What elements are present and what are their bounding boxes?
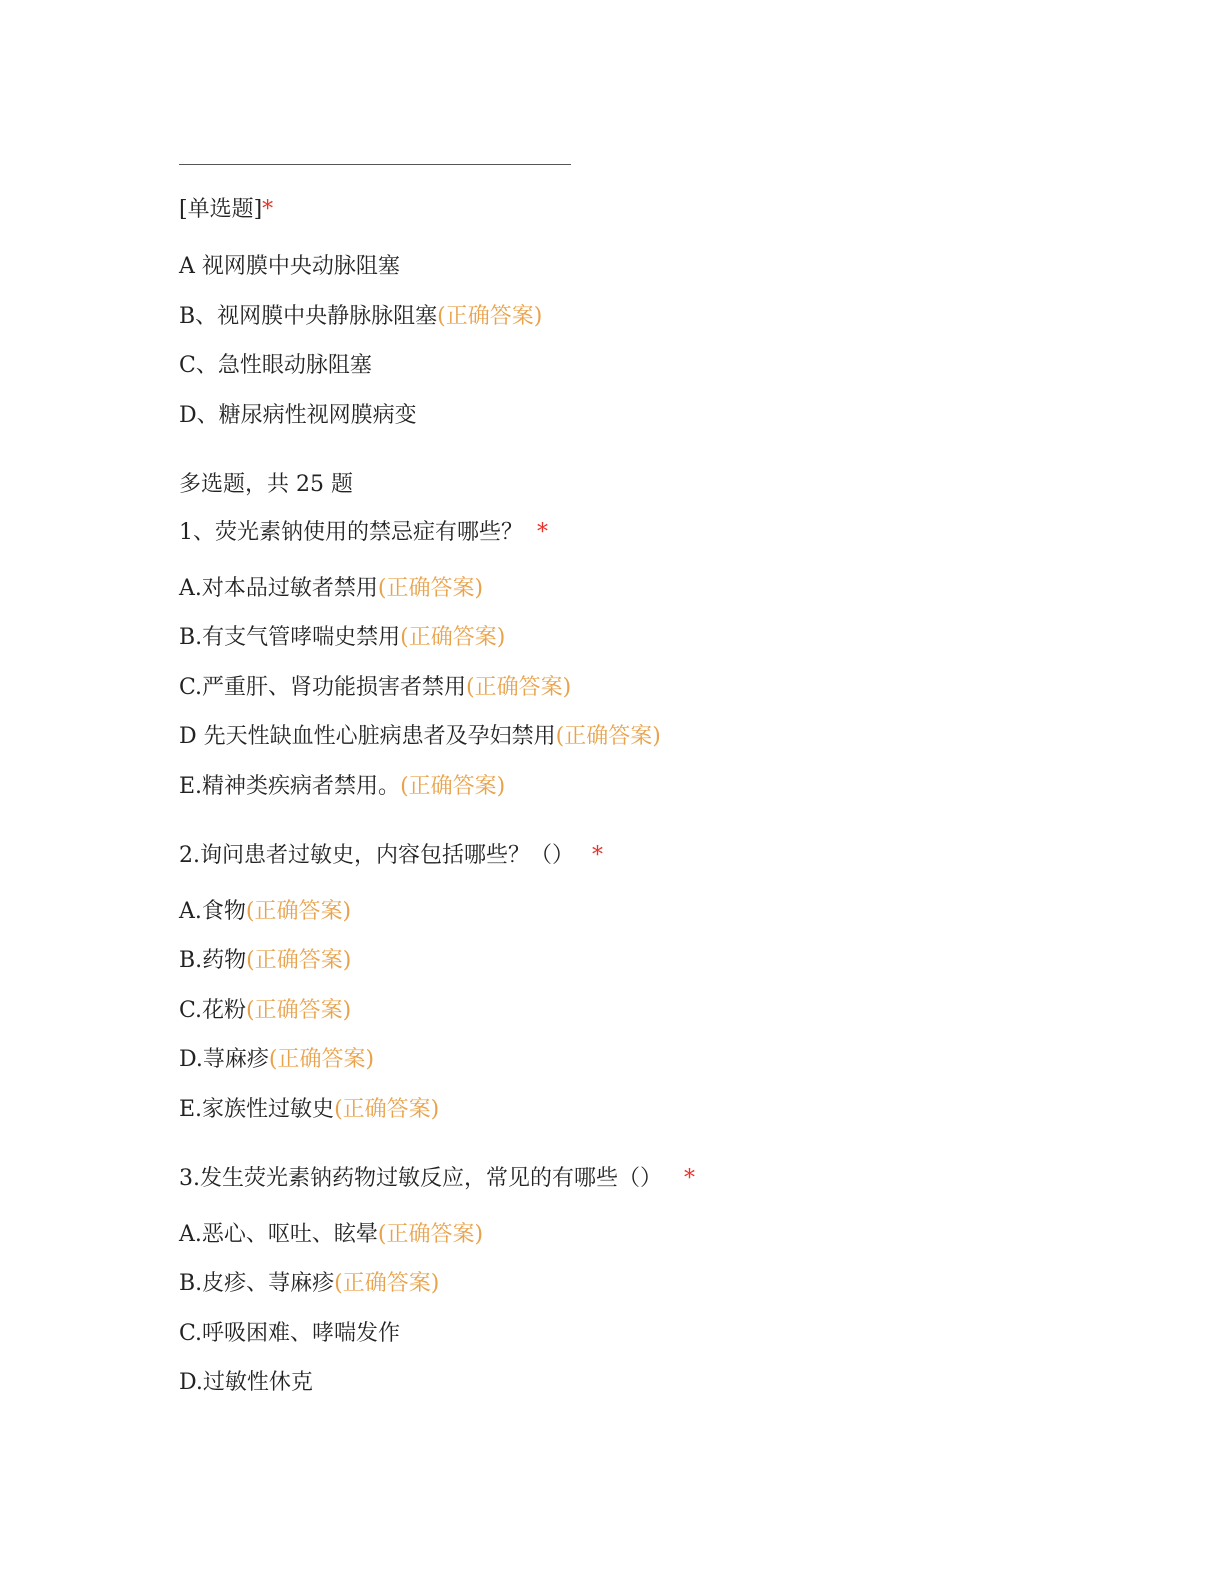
option-text: B.药物 — [179, 948, 247, 973]
option-text: A.恶心、呕吐、眩晕 — [179, 1222, 378, 1247]
option-text: B.有支气管哮喘史禁用 — [179, 625, 401, 650]
option-row — [179, 722, 661, 752]
option-text: C.严重肝、肾功能损害者禁用 — [179, 675, 467, 700]
question-title: 3.发生荧光素钠药物过敏反应，常见的有哪些（） — [179, 1166, 662, 1191]
correct-answer-label: (正确答案) — [245, 899, 352, 924]
option-row — [179, 623, 505, 653]
correct-answer-label: (正确答案) — [437, 304, 543, 329]
correct-answer-label: (正确答案) — [246, 948, 352, 973]
option-text: D.荨麻疹 — [179, 1047, 269, 1072]
section-title: 多选题，共 25 题 — [179, 472, 353, 497]
correct-answer-label: (正确答案) — [334, 1271, 440, 1296]
question-type-tag: [单选题] — [179, 197, 263, 222]
correct-answer-label: (正确答案) — [400, 774, 506, 799]
option-row — [179, 946, 351, 976]
option-text: D、糖尿病性视网膜病变 — [179, 403, 417, 428]
option-text: A.对本品过敏者禁用 — [179, 576, 378, 601]
option-text: A 视网膜中央动脉阻塞 — [179, 254, 400, 279]
option-row — [179, 302, 542, 332]
option-text: C、急性眼动脉阻塞 — [179, 353, 372, 378]
option-row — [179, 673, 571, 703]
correct-answer-label: (正确答案) — [377, 1222, 484, 1247]
correct-answer-label: (正确答案) — [334, 1097, 440, 1122]
question-title-line — [179, 1164, 695, 1194]
option-row — [179, 1045, 374, 1075]
correct-answer-label: (正确答案) — [377, 576, 484, 601]
required-mark: * — [262, 197, 274, 222]
option-text: A.食物 — [179, 899, 246, 924]
option-text: C.花粉 — [179, 998, 247, 1023]
option-row — [179, 351, 372, 381]
option-row — [179, 574, 483, 604]
required-mark: * — [684, 1166, 695, 1191]
header-divider — [179, 164, 571, 165]
option-row — [179, 1095, 439, 1125]
option-text: C.呼吸困难、哮喘发作 — [179, 1321, 401, 1346]
required-mark: * — [537, 520, 548, 545]
question-title: 2.询问患者过敏史，内容包括哪些？（） — [179, 843, 574, 868]
correct-answer-label: (正确答案) — [466, 675, 572, 700]
option-row — [179, 1368, 313, 1398]
required-mark: * — [592, 843, 603, 868]
option-row — [179, 401, 417, 431]
option-row — [179, 252, 400, 282]
question-title-line — [179, 841, 603, 871]
option-row — [179, 996, 351, 1026]
option-row — [179, 1319, 400, 1349]
correct-answer-label: (正确答案) — [400, 625, 506, 650]
option-row — [179, 1220, 483, 1250]
option-row — [179, 897, 351, 927]
option-row — [179, 772, 505, 802]
question-title: 1、荧光素钠使用的禁忌症有哪些？ — [179, 520, 523, 545]
option-row — [179, 1269, 439, 1299]
question-title-line — [179, 518, 548, 548]
option-text: D.过敏性休克 — [179, 1370, 313, 1395]
correct-answer-label: (正确答案) — [555, 724, 661, 749]
correct-answer-label: (正确答案) — [246, 998, 352, 1023]
option-text: B.皮疹、荨麻疹 — [179, 1271, 335, 1296]
option-text: E.精神类疾病者禁用。 — [179, 774, 401, 799]
option-text: D 先天性缺血性心脏病患者及孕妇禁用 — [179, 724, 556, 749]
option-text: E.家族性过敏史 — [179, 1097, 335, 1122]
single-choice-tag-line — [179, 195, 273, 225]
correct-answer-label: (正确答案) — [268, 1047, 375, 1072]
option-text: B、视网膜中央静脉脉阻塞 — [179, 304, 438, 329]
